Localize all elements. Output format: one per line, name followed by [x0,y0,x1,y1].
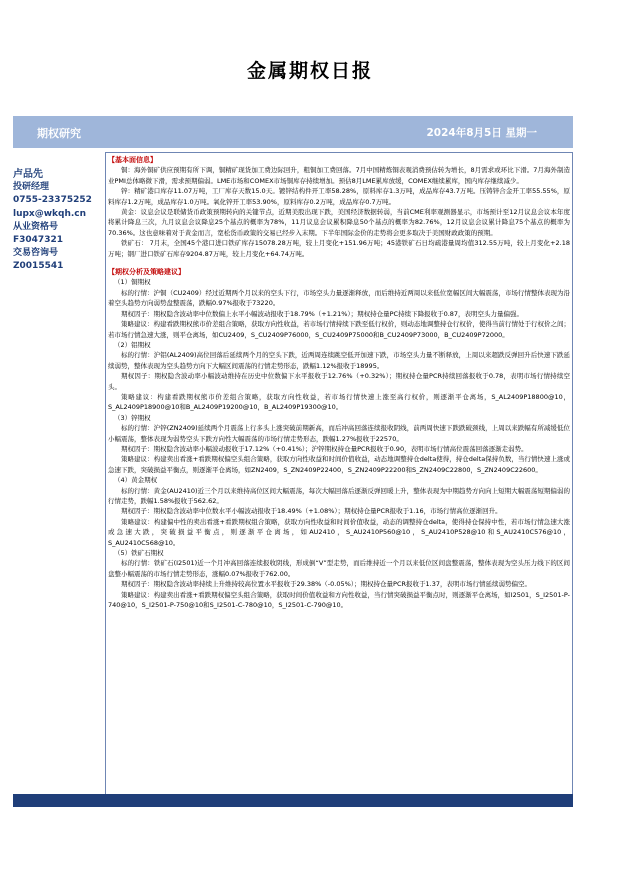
para-iron-ore-strategy: 策略建议：构建卖出看涨+看跌期权偏空头组合策略，获取时间价值收益和方向性收益，当行情突破损益平衡点时，则逐渐平仓离场，如I2501，S_I2501-P-740@10，S_I2501-P-750@10和S_I2501-C-780@10，S_I2501-C-790@10。 [108,590,570,610]
qualification-number: F3047321 [13,235,63,246]
para-gold-strategy: 策略建议：构建偏中性的卖出看涨+看跌期权组合策略，获取方向性收益和时间价值收益，动态的调整持仓delta，使得持仓保持中性，若市场行情急速大涨或急速大跌，突破损益平衡点，则逐渐平仓离场，如AU2410，S_AU2410P560@10，S_AU2410P528@10和S_AU2410C576@10，S_AU2410C568@10。 [108,517,570,547]
para-copper-strategy: 策略建议：构建看跌期权熊市价差组合策略，获取方向性收益，若市场行情持续下跌至低行权价，则动态地调整持仓行权价，使得当前行情处于行权价之间；若市场行情急速大涨，则平仓离场，如CU2409，S_CU2409P76000，S_CU2409P75000和B_CU2409P73000，B_CU2409P72000。 [108,320,570,339]
para-aluminum-strategy: 策略建议：构建看跌期权熊市价差组合策略，获取方向性收益，若市场行情快速上涨至高行权价，则逐渐平仓离场，S_AL2409P18800@10，S_AL2409P18900@10和B_AL2409P19200@10，B_AL2409P19300@10。 [108,392,570,412]
para-zinc-strategy: 策略建议：构建卖出看涨+看跌期权偏空头组合策略，获取方向性收益和时间价值收益，动态地调整持仓delta使得，持仓delta保持负数，当行情快速上涨或急速下跌，突破损益平衡点，则逐渐平仓离场，如ZN2409，S_ZN2409P22400，S_ZN2409P22200和S_ZN2409C22800，S_ZN2409C22600。 [108,455,570,474]
section-heading-strategy: 【期权分析及策略建议】 [108,268,185,277]
para-copper-market: 标的行情：沪铜（CU2409）经过近期两个月以来的空头下行，市场空头力量逐渐释放，而后维持近两周以来低位宽幅区间大幅震荡，市场行情整体表现为沿着空头趋势方向弱势盘整震荡，跌幅0.97%报收于73220。 [108,288,570,308]
para-iron-ore-factor: 期权因子：期权隐含波动率持续上升维持较高位置水平报收于29.38%（-0.05%）；期权持仓量PCR报收于1.37，表明市场行情延续弱势偏空。 [121,580,531,589]
para-gold-factor: 期权因子：期权隐含波动率中位数水平小幅波动报收于18.49%（+1.08%）；期权持仓量PCR报收于1.16，市场行情高位逐渐回升。 [121,507,502,516]
consulting-label: 交易咨询号 [13,248,59,259]
report-body [108,155,570,610]
para-copper-fundamentals: 铜：海外铜矿供应预期有所下调，铜精矿现货加工费边际回升，粗铜加工费回落。7月中国精炼铜表观消费预估转为增长，8月需求或环比下滑。7月海外制造业PMI总体略微下滑，需求预期偏弱。LME市场和COMEX市场铜库存持续增加。预估8月LME累库放缓，COMEX继续累库，国内库存继续减少。 [108,166,570,185]
para-gold-market: 标的行情：黄金(AU2410)近三个月以来维持高位区间大幅震荡，每次大幅回落后逐渐反弹回暖上升，整体表现为中期趋势方向向上短期大幅震荡短期偏弱的行情走势，跌幅1.58%报收于562.62。 [108,486,570,505]
report-title: 金属期权日报 [246,60,373,82]
header-category: 期权研究 [37,127,81,140]
header-date: 2024年8月5日 星期一 [426,127,537,139]
para-zinc-factor: 期权因子：期权隐含波动率小幅波动报收于17.12%（+0.41%）；沪锌期权持仓量PCR报收于0.90，表明市场行情高位震荡回落逐渐走弱势。 [121,444,528,453]
analyst-name: 卢品先 [13,169,43,180]
para-iron-ore-fundamentals: 铁矿石： 7月末，全国45个港口进口铁矿库存15078.28万吨，较上月变化+151.96万吨；45港铁矿石日均疏港量周均值312.55万吨，较上月变化+2.18万吨；钢厂进口铁矿石库存9204.87万吨，较上月变化+64.74万吨。 [108,239,570,258]
para-gold-fundamentals: 黄金：议息会议是联储货币政策预期转向的关键节点，近期美股出现下跌，美国经济数据转弱，当前CME利率观测器显示，市场预计至12月议息会议本年度将累计降息三次，九月议息会议降息25个基点的概率为78%，11月议息会议累积降息50个基点的概率为82.76%，12月议息会议累计降息75个基点的概率为70.36%。这也意味着对于黄金而言，宽松货币政策的交易已经步入末期。下半年国际金价的走势将会更多取决于美国财政政策的预期。 [108,208,570,237]
subheading-gold-option: （4）黄金期权 [114,476,158,485]
analyst-phone: 0755-23375252 [13,195,92,206]
subheading-zinc-option: （3）锌期权 [114,413,151,422]
subheading-aluminum-option: （2）铝期权 [114,340,151,349]
para-zinc-market: 标的行情：沪锌(ZN2409)延续两个月震荡上行多头上涨突破前期新高，而后冲高回落连续报收阴线，前两周快速下跌跌破颈线，上周以来跌幅有所减缓低位小幅震荡，整体表现为弱势空头下跌方向性大幅震荡的市场行情走势形态，跌幅1.27%报收于22570。 [108,424,570,443]
subheading-copper-option: （1）铜期权 [114,278,151,287]
footer-bar [13,794,573,807]
subheading-iron-ore-option: （5）铁矿石期权 [114,549,164,558]
consulting-number: Z0015541 [13,261,64,272]
analyst-info [13,168,109,274]
qualification-label: 从业资格号 [13,221,59,232]
para-aluminum-market: 标的行情：沪铝(AL2409)高位回落后延续两个月的空头下跌，近两周连续跳空低开加速下跌，市场空头力量不断释放，上周以来超跌反弹回升后快速下跌延续弱势，整体表现为空头趋势方向下大幅区间震荡的行情走势形态，跌幅1.12%报收于18995。 [108,351,570,370]
para-zinc-fundamentals: 锌：精矿港口库存11.07万吨，工厂库存天数15.0天。镀锌结构件开工率58.28%，原料库存1.3万吨，成品库存43.7万吨。压铸锌合金开工率55.55%，原料库存1.2万吨，成品库存1.0万吨。氧化锌开工率53.90%，原料库存0.2万吨，成品库存0.7万吨。 [108,187,570,206]
para-copper-factor: 期权因子：期权隐含波动率中位数偏上水平小幅波动报收于18.79%（+1.21%）；期权持仓量PC持续下降报收于0.87，表明空头力量偏强。 [121,309,524,318]
para-iron-ore-market: 标的行情：铁矿石(I2501)近一个月冲高回落连续报收阴线，形成倒“V”型走势，而后维持近一个月以来低位区间盘整震荡，整体表现为空头压力线下的区间盘整小幅震荡的市场行情走势形态，涨幅0.07%报收于762.00。 [108,559,570,578]
analyst-role: 投研经理 [13,182,50,193]
analyst-email: lupx@wkqh.cn [13,208,87,219]
header-bar [13,116,573,148]
para-aluminum-factor: 期权因子：期权隐含波动率小幅波动维持在历史中位数偏下水平报收于12.76%（+0.32%）；期权持仓量PCR持续回落报收于0.78，表明市场行情持续空头。 [108,372,570,391]
section-heading-fundamentals: 【基本面信息】 [108,156,157,164]
